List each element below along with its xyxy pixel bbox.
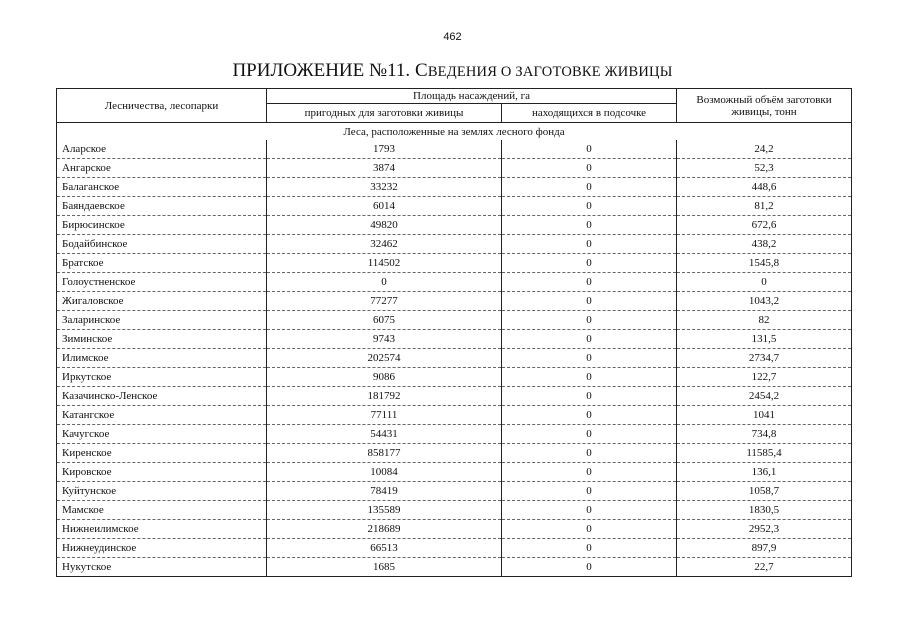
suitable-area-cell: 33232 — [267, 178, 502, 197]
table-row — [57, 330, 852, 349]
tapping-area-cell: 0 — [502, 387, 677, 406]
suitable-area-cell: 1685 — [267, 558, 502, 577]
forestry-name-cell: Куйтунское — [57, 482, 267, 501]
table-row — [57, 558, 852, 577]
suitable-area-cell: 0 — [267, 273, 502, 292]
tapping-area-cell: 0 — [502, 159, 677, 178]
resin-table — [56, 88, 852, 577]
forestry-name-cell: Голоустненское — [57, 273, 267, 292]
suitable-area-cell: 114502 — [267, 254, 502, 273]
tapping-area-cell: 0 — [502, 349, 677, 368]
forestry-name-cell: Нукутское — [57, 558, 267, 577]
forestry-name-cell: Зиминское — [57, 330, 267, 349]
tapping-area-cell: 0 — [502, 482, 677, 501]
suitable-area-cell: 9743 — [267, 330, 502, 349]
suitable-area-cell: 6075 — [267, 311, 502, 330]
tapping-area-cell: 0 — [502, 197, 677, 216]
forestry-name-cell: Бирюсинское — [57, 216, 267, 235]
volume-cell: 82 — [677, 311, 852, 330]
volume-cell: 438,2 — [677, 235, 852, 254]
suitable-area-cell: 54431 — [267, 425, 502, 444]
forestry-name-cell: Нижнеилимское — [57, 520, 267, 539]
volume-cell: 672,6 — [677, 216, 852, 235]
tapping-area-cell: 0 — [502, 140, 677, 159]
volume-cell: 0 — [677, 273, 852, 292]
volume-cell: 81,2 — [677, 197, 852, 216]
forestry-name-cell: Заларинское — [57, 311, 267, 330]
forestry-name-cell: Баяндаевское — [57, 197, 267, 216]
volume-cell: 1545,8 — [677, 254, 852, 273]
suitable-area-cell: 3874 — [267, 159, 502, 178]
forestry-name-cell: Иркутское — [57, 368, 267, 387]
suitable-area-cell: 32462 — [267, 235, 502, 254]
header-volume: Возможный объём заготовки живицы, тонн — [677, 89, 852, 123]
tapping-area-cell: 0 — [502, 254, 677, 273]
table-row — [57, 444, 852, 463]
suitable-area-cell: 6014 — [267, 197, 502, 216]
tapping-area-cell: 0 — [502, 501, 677, 520]
suitable-area-cell: 181792 — [267, 387, 502, 406]
table-row — [57, 159, 852, 178]
forestry-name-cell: Аларское — [57, 140, 267, 159]
suitable-area-cell: 77277 — [267, 292, 502, 311]
forestry-name-cell: Бодайбинское — [57, 235, 267, 254]
forestry-name-cell: Казачинско-Ленское — [57, 387, 267, 406]
header-area: Площадь насаждений, га — [267, 89, 677, 104]
table-row — [57, 425, 852, 444]
forestry-name-cell: Жигаловское — [57, 292, 267, 311]
forestry-name-cell: Киренское — [57, 444, 267, 463]
table-row — [57, 349, 852, 368]
forestry-name-cell: Катангское — [57, 406, 267, 425]
suitable-area-cell: 1793 — [267, 140, 502, 159]
forestry-name-cell: Балаганское — [57, 178, 267, 197]
volume-cell: 448,6 — [677, 178, 852, 197]
tapping-area-cell: 0 — [502, 235, 677, 254]
table-row — [57, 235, 852, 254]
title-rest: СВЕДЕНИЯ О ЗАГОТОВКЕ ЖИВИЦЫ — [414, 60, 673, 81]
forestry-name-cell: Илимское — [57, 349, 267, 368]
tapping-area-cell: 0 — [502, 539, 677, 558]
table-row — [57, 197, 852, 216]
table-row — [57, 216, 852, 235]
table-row — [57, 178, 852, 197]
table-row — [57, 368, 852, 387]
volume-cell: 2952,3 — [677, 520, 852, 539]
volume-cell: 1058,7 — [677, 482, 852, 501]
table-row — [57, 254, 852, 273]
header-suitable: пригодных для заготовки живицы — [267, 104, 502, 123]
tapping-area-cell: 0 — [502, 216, 677, 235]
tapping-area-cell: 0 — [502, 178, 677, 197]
forestry-name-cell: Мамское — [57, 501, 267, 520]
suitable-area-cell: 10084 — [267, 463, 502, 482]
volume-cell: 734,8 — [677, 425, 852, 444]
suitable-area-cell: 202574 — [267, 349, 502, 368]
forestry-name-cell: Ангарское — [57, 159, 267, 178]
volume-cell: 52,3 — [677, 159, 852, 178]
tapping-area-cell: 0 — [502, 425, 677, 444]
suitable-area-cell: 66513 — [267, 539, 502, 558]
table-row — [57, 292, 852, 311]
suitable-area-cell: 858177 — [267, 444, 502, 463]
tapping-area-cell: 0 — [502, 406, 677, 425]
table-row — [57, 501, 852, 520]
tapping-area-cell: 0 — [502, 463, 677, 482]
volume-cell: 2454,2 — [677, 387, 852, 406]
volume-cell: 24,2 — [677, 140, 852, 159]
forestry-name-cell: Кировское — [57, 463, 267, 482]
tapping-area-cell: 0 — [502, 330, 677, 349]
tapping-area-cell: 0 — [502, 311, 677, 330]
tapping-area-cell: 0 — [502, 558, 677, 577]
volume-cell: 1830,5 — [677, 501, 852, 520]
forestry-name-cell: Братское — [57, 254, 267, 273]
volume-cell: 897,9 — [677, 539, 852, 558]
suitable-area-cell: 77111 — [267, 406, 502, 425]
table-row — [57, 140, 852, 159]
volume-cell: 2734,7 — [677, 349, 852, 368]
suitable-area-cell: 135589 — [267, 501, 502, 520]
table-row — [57, 273, 852, 292]
forestry-name-cell: Нижнеудинское — [57, 539, 267, 558]
table-row — [57, 387, 852, 406]
tapping-area-cell: 0 — [502, 368, 677, 387]
volume-cell: 22,7 — [677, 558, 852, 577]
tapping-area-cell: 0 — [502, 444, 677, 463]
tapping-area-cell: 0 — [502, 292, 677, 311]
volume-cell: 1041 — [677, 406, 852, 425]
volume-cell: 1043,2 — [677, 292, 852, 311]
title-prefix: ПРИЛОЖЕНИЕ №11. — [232, 60, 411, 81]
section-label: Леса, расположенные на землях лесного фонда — [57, 123, 852, 141]
header-forestry: Лесничества, лесопарки — [57, 89, 267, 123]
table-row — [57, 463, 852, 482]
volume-cell: 136,1 — [677, 463, 852, 482]
table-row — [57, 311, 852, 330]
volume-cell: 131,5 — [677, 330, 852, 349]
table-row — [57, 520, 852, 539]
volume-cell: 122,7 — [677, 368, 852, 387]
suitable-area-cell: 78419 — [267, 482, 502, 501]
forestry-name-cell: Качугское — [57, 425, 267, 444]
suitable-area-cell: 9086 — [267, 368, 502, 387]
volume-cell: 11585,4 — [677, 444, 852, 463]
suitable-area-cell: 218689 — [267, 520, 502, 539]
tapping-area-cell: 0 — [502, 273, 677, 292]
tapping-area-cell: 0 — [502, 520, 677, 539]
header-tapping: находящихся в подсочке — [502, 104, 677, 123]
table-body — [57, 123, 852, 577]
table-row — [57, 482, 852, 501]
table-row — [57, 406, 852, 425]
suitable-area-cell: 49820 — [267, 216, 502, 235]
table-row — [57, 539, 852, 558]
page-number: 462 — [443, 31, 462, 43]
page-title — [0, 60, 905, 82]
